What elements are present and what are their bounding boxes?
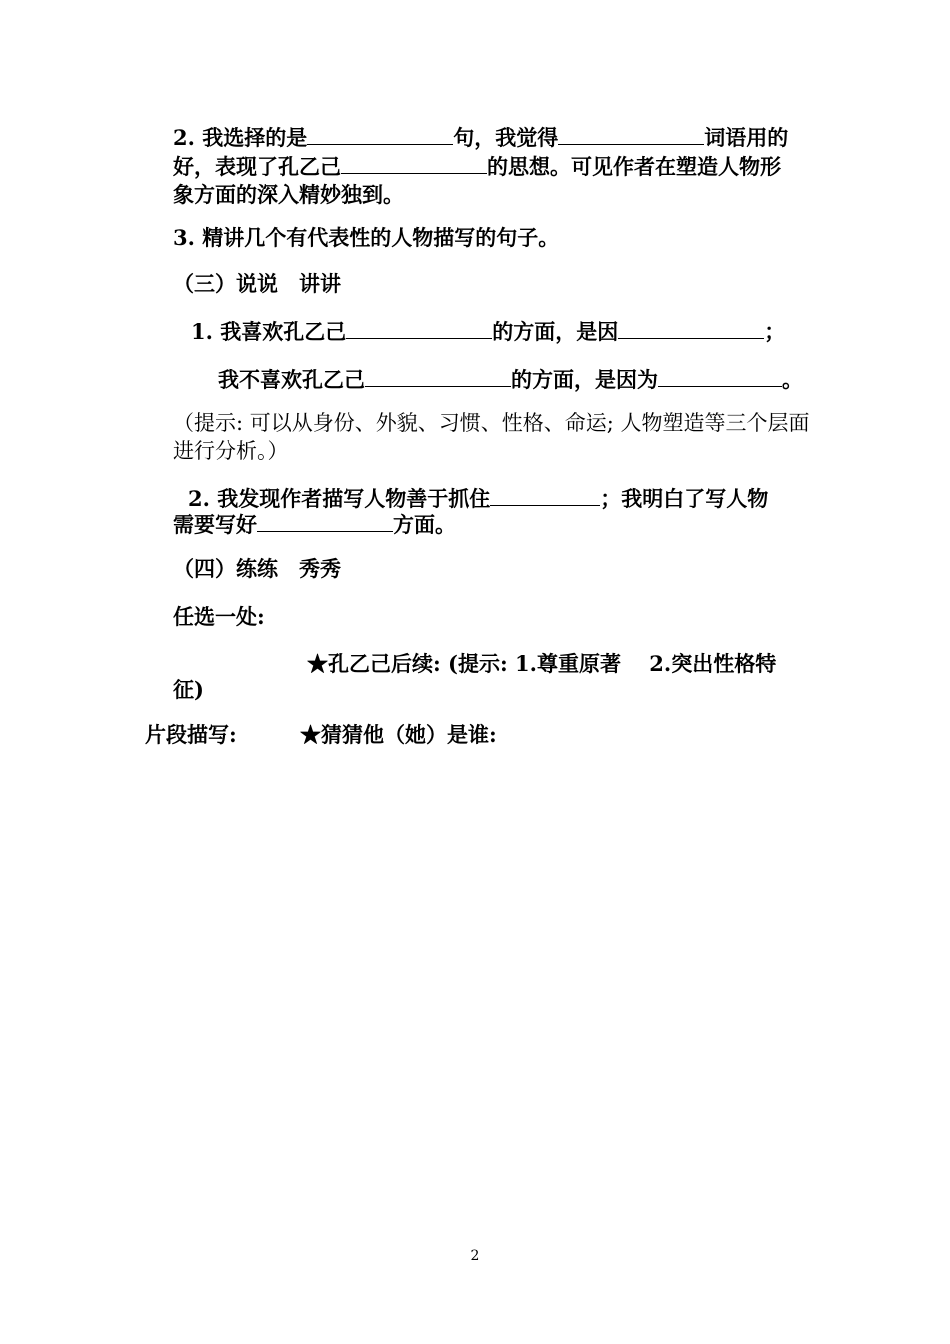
- section3-item1: 1. 我喜欢孔乙己 的方面，是因 ；: [191, 319, 786, 344]
- blank-aspects[interactable]: [257, 511, 393, 532]
- blank-thought[interactable]: [341, 153, 487, 174]
- blank-like-aspect[interactable]: [346, 318, 492, 339]
- section3-heading: （三）说说 讲讲: [173, 271, 341, 296]
- q2-line1: 2. 我选择的是 句，我觉得 词语用的: [173, 125, 789, 150]
- option2: ★猜猜他（她）是谁:: [300, 722, 497, 747]
- page-number: 2: [470, 1248, 480, 1264]
- blank-like-reason[interactable]: [618, 318, 764, 339]
- hint-line2: 进行分析。）: [173, 439, 289, 463]
- option1-line2: 征): [173, 677, 204, 702]
- blank-dislike-aspect[interactable]: [365, 366, 511, 387]
- section4-heading: （四）练练 秀秀: [173, 556, 341, 581]
- choose-one: 任选一处:: [173, 604, 265, 629]
- section3-item2-line2: 需要写好 方面。: [173, 512, 456, 537]
- section3-item1b: 我不喜欢孔乙己 的方面，是因为 。: [218, 367, 803, 392]
- section3-item2: 2. 我发现作者描写人物善于抓住 ；我明白了写人物: [188, 486, 769, 511]
- q2-line3: 象方面的深入精妙独到。: [173, 182, 404, 207]
- hint-line1: （提示: 可以从身份、外貌、习惯、性格、命运; 人物塑造等三个层面: [173, 411, 810, 435]
- q2-line2: 好，表现了孔乙己 的思想。可见作者在塑造人物形: [173, 154, 781, 179]
- q3-text: 3. 精讲几个有代表性的人物描写的句子。: [173, 225, 560, 250]
- blank-word[interactable]: [558, 124, 704, 145]
- option1-line1: ★孔乙己后续: (提示: 1.尊重原著 2.突出性格特: [307, 651, 777, 676]
- blank-dislike-reason[interactable]: [658, 366, 782, 387]
- fragment-label: 片段描写:: [145, 722, 237, 747]
- blank-sentence[interactable]: [307, 124, 453, 145]
- blank-grasp[interactable]: [490, 485, 600, 506]
